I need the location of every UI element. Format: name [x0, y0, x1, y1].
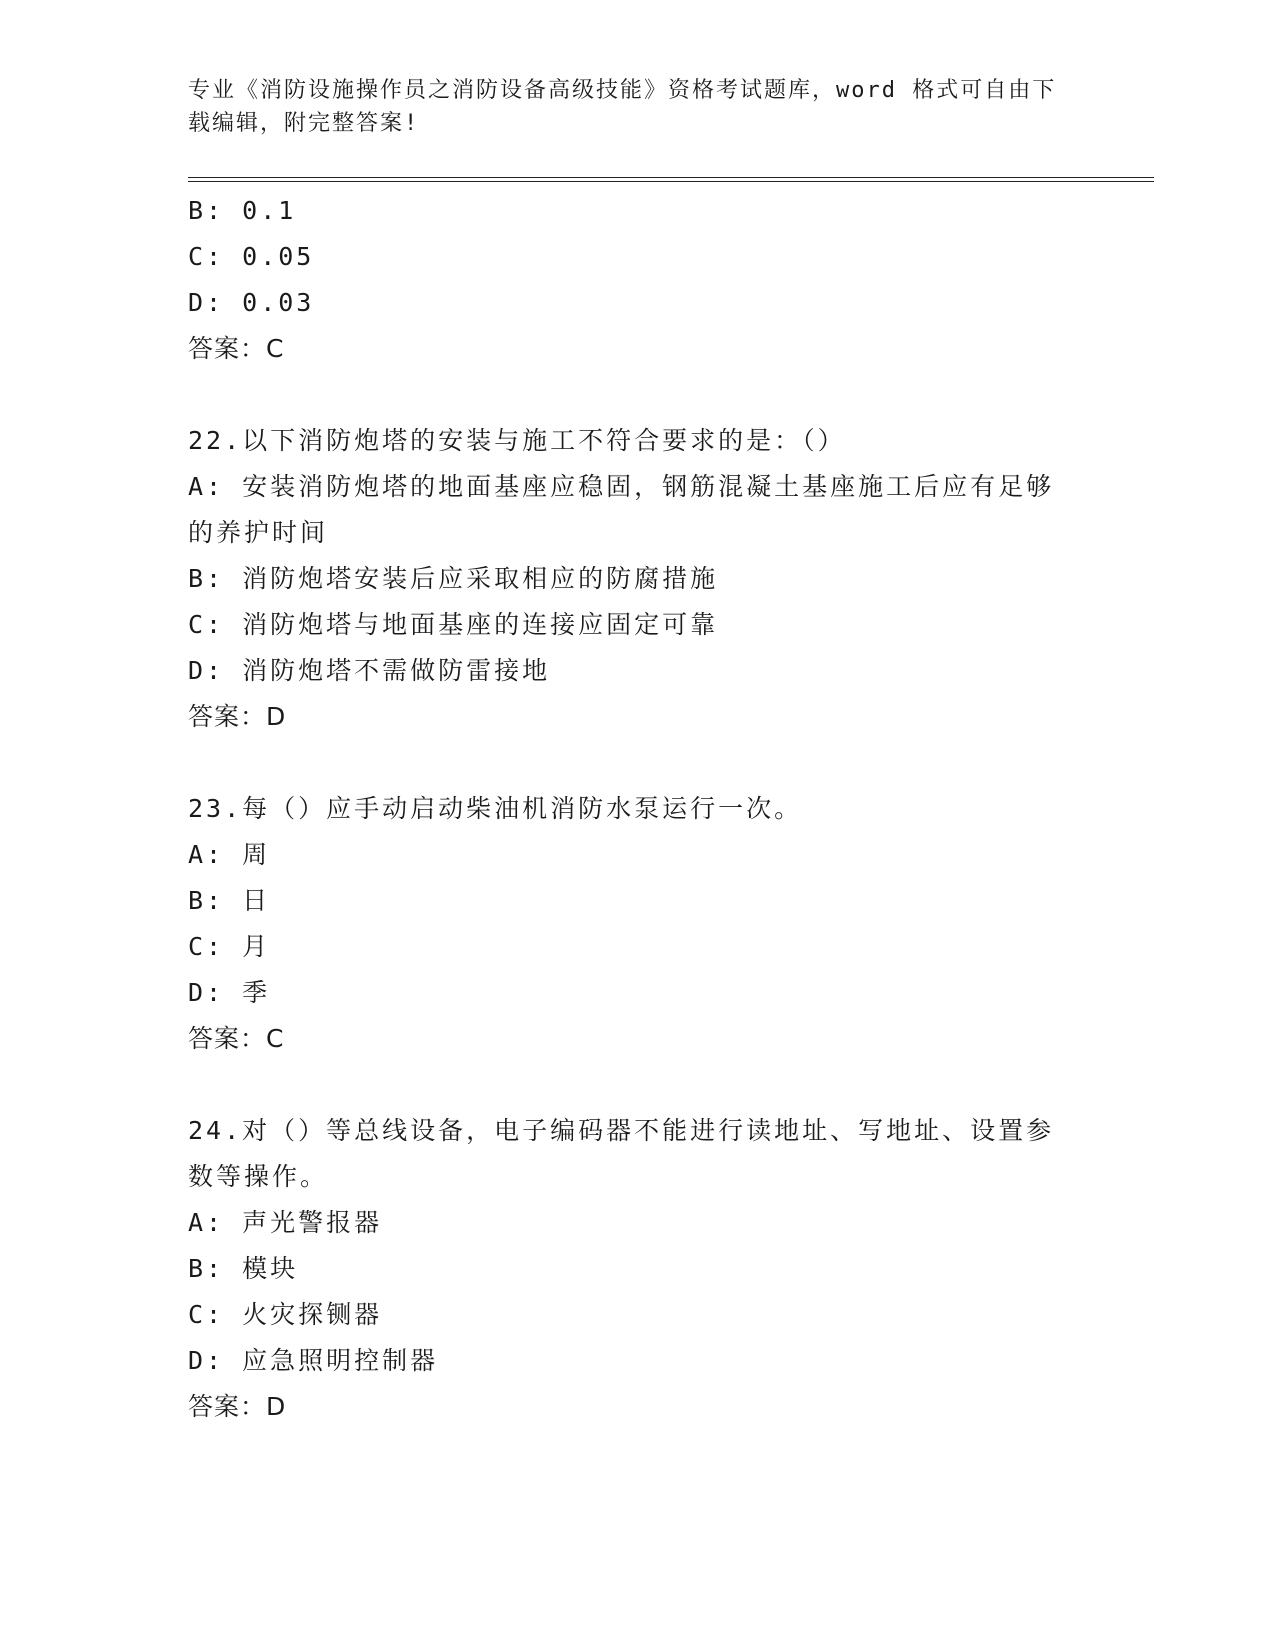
question-21-tail: [188, 188, 1088, 372]
option-d: D: 季: [188, 978, 271, 1007]
option-b: B: 模块: [188, 1254, 299, 1283]
answer-text: 答案：C: [188, 334, 285, 363]
option-c: C: 0.05: [188, 242, 315, 271]
option-c: C: 月: [188, 932, 271, 961]
question-22: [188, 418, 1088, 740]
option-d: D: 消防炮塔不需做防雷接地: [188, 656, 551, 685]
option-a: A: 安装消防炮塔的地面基座应稳固，钢筋混凝土基座施工后应有足够: [188, 472, 1055, 501]
option-b: B: 消防炮塔安装后应采取相应的防腐措施: [188, 564, 719, 593]
option-d: D: 应急照明控制器: [188, 1346, 439, 1375]
answer-text: 答案：D: [188, 1392, 287, 1421]
document-header: [188, 74, 1078, 140]
option-a-continued: 的养护时间: [188, 518, 329, 547]
option-a: A: 声光警报器: [188, 1208, 383, 1237]
question-list: [188, 188, 1088, 1430]
answer-text: 答案：D: [188, 702, 287, 731]
header-divider-bottom: [188, 181, 1154, 182]
option-a: A: 周: [188, 840, 271, 869]
option-b: B: 0.1: [188, 196, 297, 225]
option-b: B: 日: [188, 886, 271, 915]
question-23: [188, 786, 1088, 1062]
option-d: D: 0.03: [188, 288, 315, 317]
header-divider-top: [188, 177, 1154, 178]
header-line-1: 专业《消防设施操作员之消防设备高级技能》资格考试题库，word 格式可自由下: [188, 78, 1057, 103]
option-c: C: 消防炮塔与地面基座的连接应固定可靠: [188, 610, 719, 639]
option-c: C: 火灾探铡器: [188, 1300, 383, 1329]
question-stem: 24.对（）等总线设备，电子编码器不能进行读地址、写地址、设置参: [188, 1116, 1055, 1145]
header-line-2: 载编辑，附完整答案!: [188, 111, 420, 136]
question-24: [188, 1108, 1088, 1430]
question-stem: 23.每（）应手动启动柴油机消防水泵运行一次。: [188, 794, 803, 823]
question-stem: 22.以下消防炮塔的安装与施工不符合要求的是：（）: [188, 426, 846, 455]
question-stem-continued: 数等操作。: [188, 1162, 329, 1191]
answer-text: 答案：C: [188, 1024, 285, 1053]
